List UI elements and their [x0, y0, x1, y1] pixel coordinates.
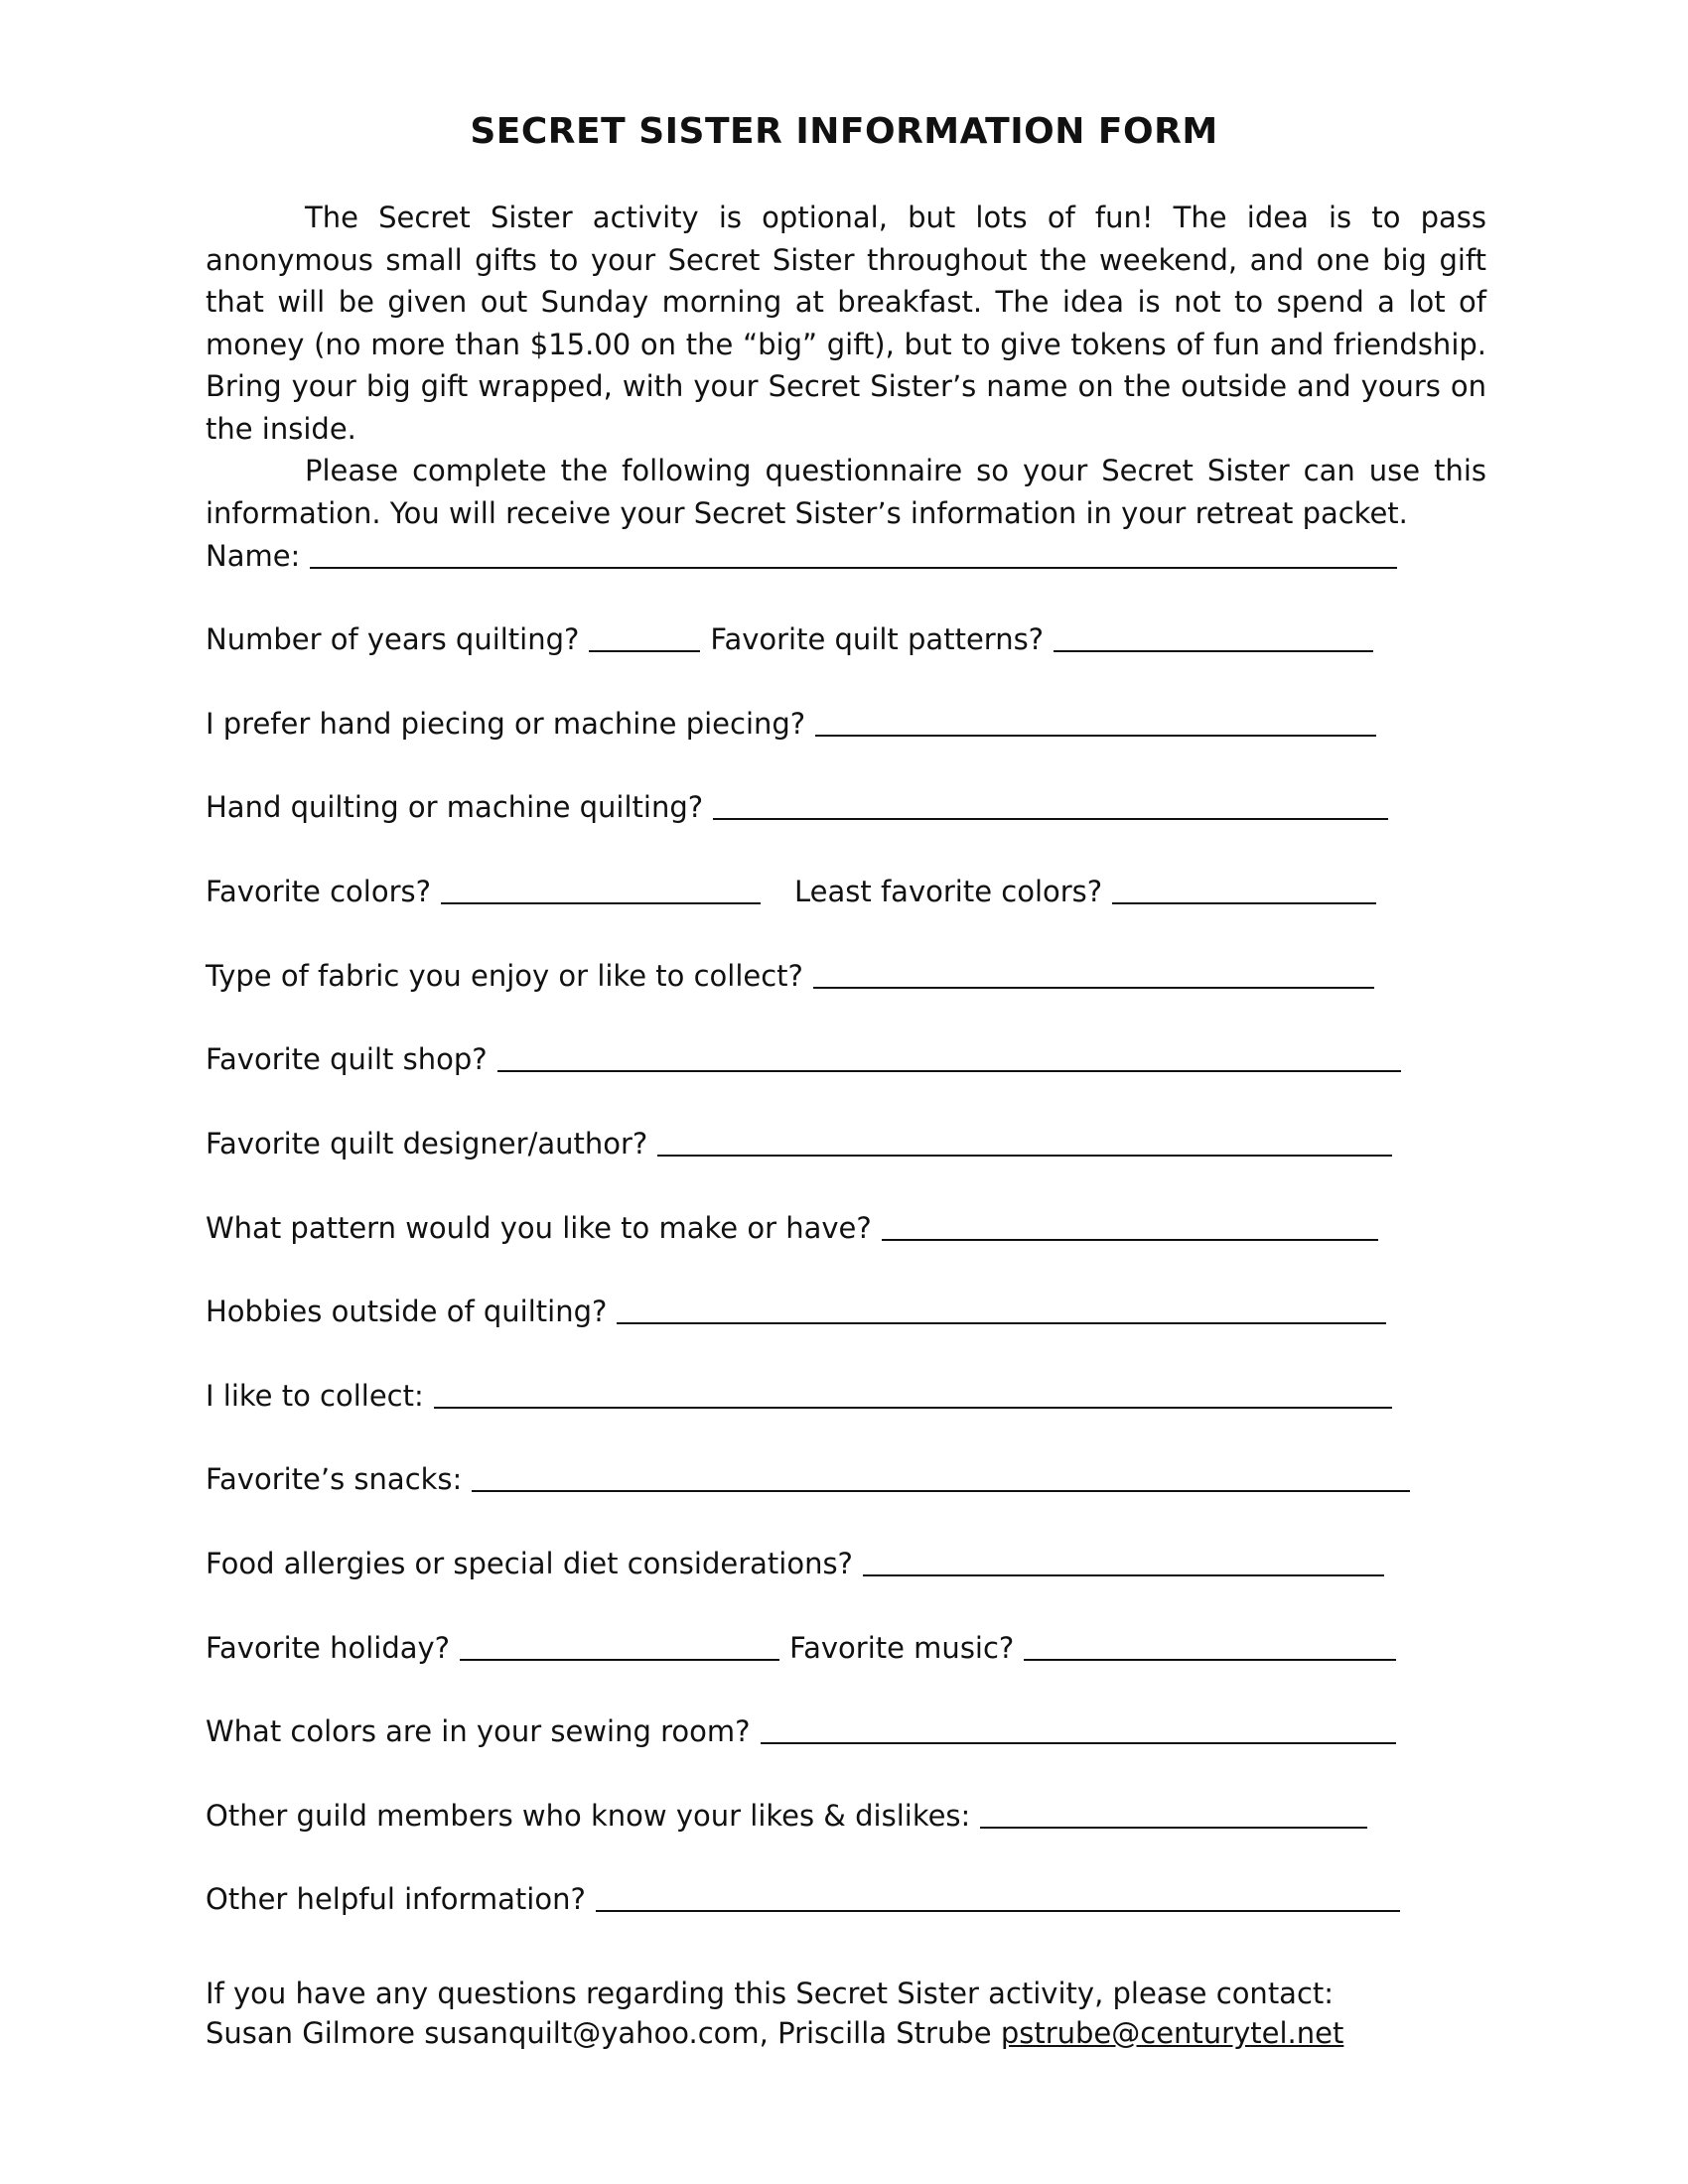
quilt-shop-blank[interactable] [497, 1040, 1401, 1072]
snacks-row [206, 1452, 1410, 1496]
fabric-label: Type of fabric you enjoy or like to collect? [206, 959, 803, 993]
pattern-wish-label: What pattern would you like to make or have? [206, 1211, 872, 1245]
least-favorite-colors-label: Least favorite colors? [794, 875, 1103, 908]
contact-line: If you have any questions regarding this Secret Sister activity, please contact: [206, 1977, 1335, 2010]
fabric-blank[interactable] [813, 957, 1374, 989]
intro-paragraph-1: The Secret Sister activity is optional, but lots of fun! The idea is to pass anonymous small gifts to your Secret Sister throughout the weekend, and one big gift that will be given out Sunday morning at breakfast. The idea is not to spend a lot of money (no more than $15.00 on the “big” gift), but to give tokens of fun and friendship. Bring your big gift wrapped, with your Secret Sister’s name on the outside and yours on the inside. [206, 201, 1486, 446]
snacks-label: Favorite’s snacks: [206, 1462, 463, 1496]
hobbies-row [206, 1285, 1386, 1328]
favorite-patterns-blank[interactable] [1054, 620, 1373, 652]
years-quilting-label: Number of years quilting? [206, 622, 580, 656]
guild-members-row [206, 1789, 1367, 1833]
other-info-row [206, 1872, 1400, 1916]
holiday-label: Favorite holiday? [206, 1631, 451, 1665]
form-title: SECRET SISTER INFORMATION FORM [470, 111, 1218, 152]
sewing-room-row [206, 1705, 1396, 1748]
designer-blank[interactable] [657, 1125, 1392, 1157]
designer-row [206, 1117, 1392, 1160]
guild-members-blank[interactable] [980, 1797, 1367, 1829]
favorite-patterns-label: Favorite quilt patterns? [710, 622, 1045, 656]
holiday-blank[interactable] [460, 1629, 779, 1661]
quilting-label: Hand quilting or machine quilting? [206, 790, 704, 824]
name-row [206, 529, 1397, 573]
guild-members-label: Other guild members who know your likes & dislikes: [206, 1799, 971, 1833]
least-favorite-colors-blank[interactable] [1112, 873, 1376, 904]
allergies-label: Food allergies or special diet considerations? [206, 1547, 853, 1580]
quilt-shop-label: Favorite quilt shop? [206, 1042, 488, 1076]
favorite-colors-blank[interactable] [441, 873, 761, 904]
contacts-text: Susan Gilmore susanquilt@yahoo.com, Priscilla Strube [206, 2016, 1001, 2050]
allergies-row [206, 1537, 1384, 1580]
pattern-wish-row [206, 1201, 1378, 1245]
colors-row [206, 865, 1376, 908]
designer-label: Favorite quilt designer/author? [206, 1127, 648, 1160]
holiday-music-row [206, 1621, 1396, 1665]
music-blank[interactable] [1024, 1629, 1396, 1661]
pattern-wish-blank[interactable] [882, 1209, 1378, 1241]
piecing-blank[interactable] [815, 705, 1376, 737]
quilt-shop-row [206, 1032, 1401, 1076]
name-label: Name: [206, 539, 301, 573]
snacks-blank[interactable] [472, 1460, 1410, 1492]
fabric-row [206, 949, 1374, 993]
collect-label: I like to collect: [206, 1379, 424, 1413]
allergies-blank[interactable] [863, 1545, 1384, 1576]
contact-footer [206, 1974, 1486, 2053]
hobbies-label: Hobbies outside of quilting? [206, 1295, 608, 1328]
years-quilting-blank[interactable] [589, 620, 700, 652]
email-link[interactable]: pstrube@centurytel.net [1000, 2016, 1344, 2050]
piecing-label: I prefer hand piecing or machine piecing? [206, 707, 806, 741]
sewing-room-label: What colors are in your sewing room? [206, 1714, 751, 1748]
music-label: Favorite music? [789, 1631, 1015, 1665]
name-blank[interactable] [310, 537, 1397, 569]
other-info-blank[interactable] [596, 1880, 1400, 1912]
collect-blank[interactable] [434, 1377, 1392, 1409]
contacts-line [206, 2013, 1486, 2053]
intro-text [206, 197, 1486, 534]
favorite-colors-label: Favorite colors? [206, 875, 432, 908]
other-info-label: Other helpful information? [206, 1882, 586, 1916]
quilting-row [206, 780, 1388, 824]
intro-paragraph-2: Please complete the following questionnaire so your Secret Sister can use this information. You will receive your Secret Sister’s information in your retreat packet. [206, 454, 1486, 530]
piecing-row [206, 697, 1376, 741]
sewing-room-blank[interactable] [761, 1712, 1396, 1744]
hobbies-blank[interactable] [617, 1293, 1386, 1324]
quilting-blank[interactable] [713, 788, 1388, 820]
collect-row [206, 1369, 1392, 1413]
years-patterns-row [206, 613, 1373, 656]
